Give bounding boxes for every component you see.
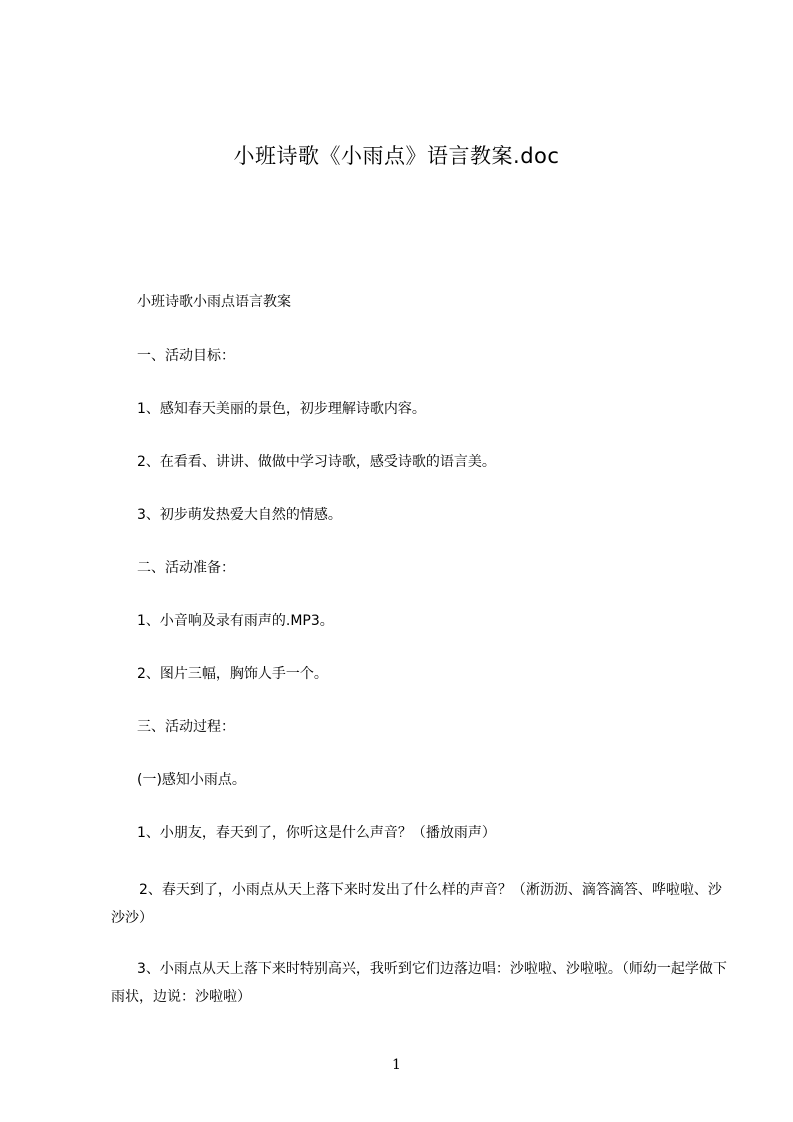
paragraph-wrapped: 3、小雨点从天上落下来时特别高兴，我听到它们边落边唱：沙啦啦、沙啦啦。（师幼一起学做下雨状，边说：沙啦啦）: [111, 961, 727, 1005]
section-heading: 一、活动目标：: [137, 348, 235, 364]
paragraph-wrapped: 2、春天到了，小雨点从天上落下来时发出了什么样的声音？（淅沥沥、滴答滴答、哗啦啦、沙沙沙）: [111, 882, 722, 926]
paragraph: 1、小音响及录有雨声的.MP3。: [137, 613, 334, 629]
paragraph: 小班诗歌小雨点语言教案: [137, 294, 291, 310]
paragraph: 2、图片三幅，胸饰人手一个。: [137, 666, 328, 682]
paragraph: 1、小朋友，春天到了，你听这是什么声音？（播放雨声）: [137, 825, 496, 841]
paragraph: 3、初步萌发热爱大自然的情感。: [137, 507, 342, 523]
section-heading: 三、活动过程：: [137, 719, 235, 735]
document-title: 小班诗歌《小雨点》语言教案.doc: [233, 144, 560, 168]
paragraph: 1、感知春天美丽的景色，初步理解诗歌内容。: [137, 401, 426, 417]
page-number: 1: [392, 1057, 401, 1073]
paragraph: 2、在看看、讲讲、做做中学习诗歌，感受诗歌的语言美。: [137, 454, 496, 470]
subsection-heading: (一)感知小雨点。: [137, 772, 246, 788]
section-heading: 二、活动准备：: [137, 560, 235, 576]
